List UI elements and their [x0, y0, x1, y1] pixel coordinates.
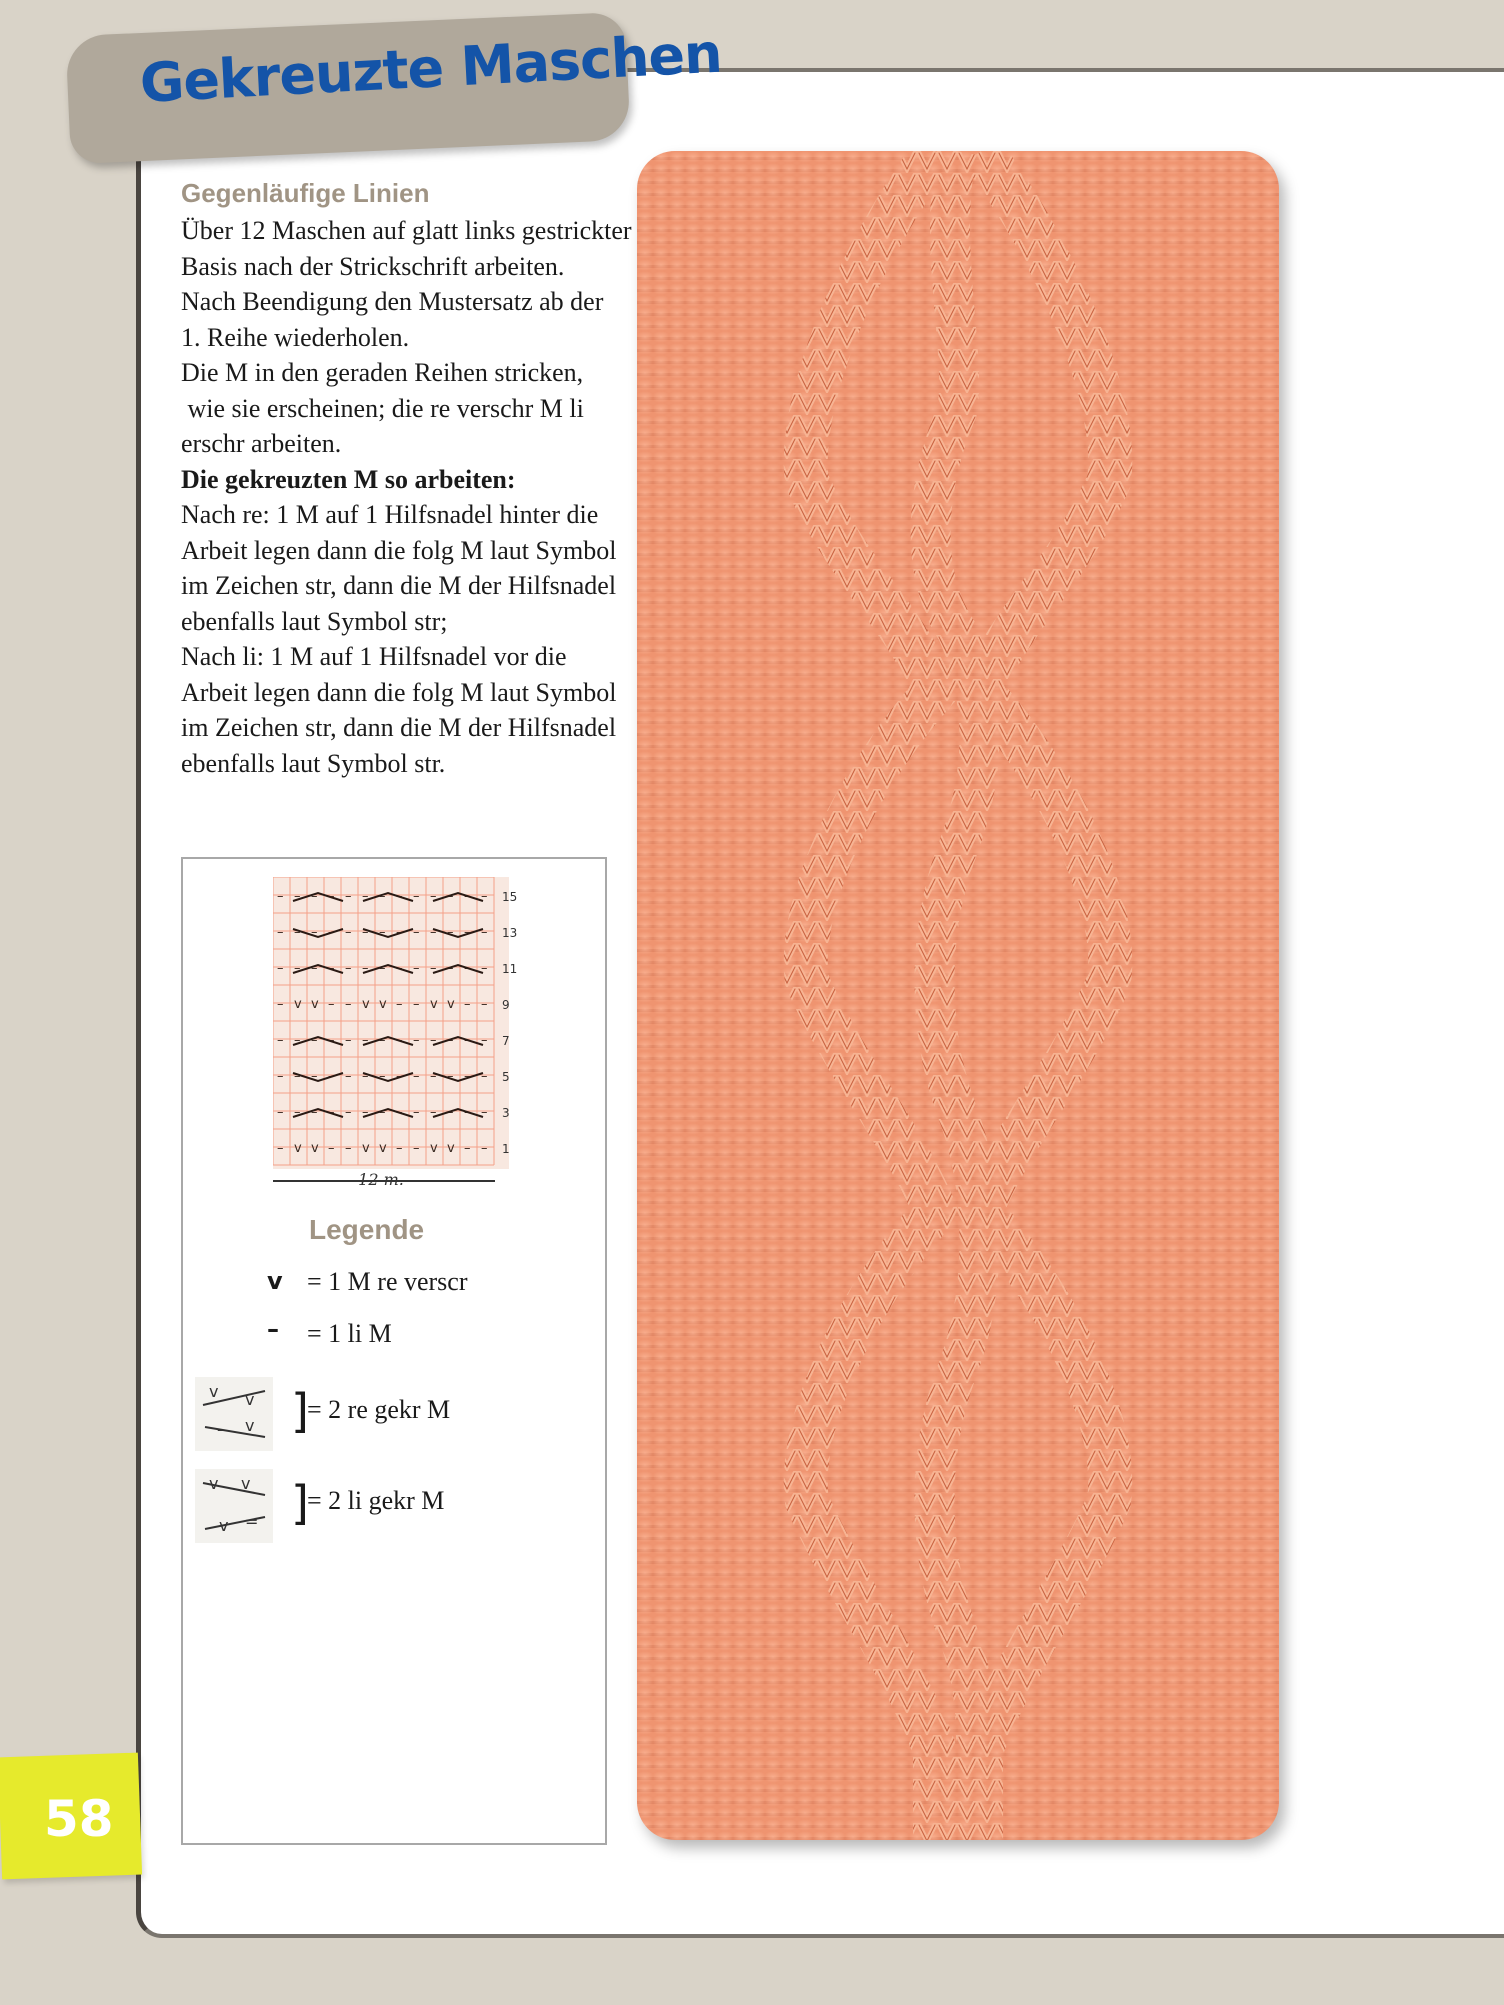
- chart-stitch-symbol: –: [413, 997, 420, 1012]
- chart-stitch-symbol: –: [345, 1105, 352, 1120]
- desc-line: erschr arbeiten.: [181, 429, 342, 458]
- chart-stitch-symbol: –: [396, 997, 403, 1012]
- chart-stitch-symbol: –: [447, 961, 454, 976]
- chart-stitch-symbol: v: [430, 1141, 438, 1156]
- chart-stitch-symbol: –: [447, 925, 454, 940]
- chart-row-label: 3: [502, 1106, 510, 1120]
- svg-text:v: v: [219, 1516, 229, 1535]
- chart-stitch-symbol: –: [311, 961, 318, 976]
- chart-stitch-symbol: –: [379, 889, 386, 904]
- legend-item: = 1 li M: [307, 1319, 392, 1348]
- chart-stitch-symbol: –: [311, 1105, 318, 1120]
- pattern-heading: Gegenläufige Linien: [181, 178, 430, 208]
- chart-stitch-symbol: v: [362, 997, 370, 1012]
- chart-row-label: 13: [502, 926, 518, 940]
- chart-stitch-symbol: –: [396, 889, 403, 904]
- chart-stitch-symbol: –: [294, 1105, 301, 1120]
- chart-stitch-symbol: –: [345, 1141, 352, 1156]
- legend-item: = 2 re gekr M: [307, 1395, 451, 1424]
- chart-stitch-symbol: –: [345, 997, 352, 1012]
- chart-stitch-symbol: –: [345, 925, 352, 940]
- chart-stitch-symbol: –: [396, 925, 403, 940]
- chart-stitch-symbol: –: [481, 997, 488, 1012]
- chart-stitch-symbol: –: [294, 1069, 301, 1084]
- left-cross-icon: [195, 1469, 273, 1543]
- chart-stitch-symbol: –: [311, 889, 318, 904]
- chart-stitch-symbol: –: [396, 1105, 403, 1120]
- bracket-icon: ]: [291, 1384, 309, 1438]
- desc-line: Die M in den geraden Reihen stricken,: [181, 358, 584, 387]
- chart-stitch-symbol: –: [379, 925, 386, 940]
- chart-stitch-symbol: –: [430, 1033, 437, 1048]
- chart-stitch-symbol: –: [311, 925, 318, 940]
- chart-stitch-symbol: –: [328, 1141, 335, 1156]
- chart-stitch-symbol: –: [413, 1033, 420, 1048]
- chart-stitch-symbol: –: [481, 1069, 488, 1084]
- desc-line: Arbeit legen dann die folg M laut Symbol: [181, 535, 617, 565]
- chart-stitch-symbol: –: [447, 889, 454, 904]
- chart-stitch-symbol: –: [328, 1105, 335, 1120]
- chart-stitch-symbol: –: [430, 925, 437, 940]
- chart-stitch-symbol: –: [396, 1033, 403, 1048]
- chart-stitch-symbol: –: [311, 1069, 318, 1084]
- chart-stitch-symbol: –: [447, 1069, 454, 1084]
- knitting-chart: [273, 877, 533, 1187]
- chart-stitch-symbol: –: [277, 925, 284, 940]
- chart-row-label: 1: [502, 1142, 510, 1156]
- desc-line: Nach Beendigung den Mustersatz ab der: [181, 287, 604, 316]
- chart-stitch-symbol: –: [447, 1105, 454, 1120]
- chart-stitch-symbol: –: [294, 961, 301, 976]
- svg-text:v: v: [245, 1416, 255, 1435]
- chart-stitch-symbol: –: [396, 1069, 403, 1084]
- desc-line: Basis nach der Strickschrift arbeiten.: [181, 251, 565, 281]
- chart-stitch-symbol: –: [379, 1069, 386, 1084]
- chart-row-label: 7: [502, 1034, 510, 1048]
- chart-stitch-symbol: v: [362, 1141, 370, 1156]
- chart-stitch-symbol: –: [379, 1105, 386, 1120]
- chart-stitch-symbol: –: [379, 961, 386, 976]
- desc-line: Nach re: 1 M auf 1 Hilfsnadel hinter die: [181, 500, 599, 529]
- pattern-description: [181, 213, 631, 781]
- chart-stitch-symbol: –: [277, 889, 284, 904]
- chart-stitch-symbol: –: [328, 1069, 335, 1084]
- chart-row-label: 11: [502, 962, 518, 976]
- chart-stitch-symbol: –: [464, 889, 471, 904]
- chart-stitch-symbol: –: [413, 925, 420, 940]
- chart-stitch-symbol: –: [277, 961, 284, 976]
- chart-stitch-symbol: –: [464, 997, 471, 1012]
- svg-text:v: v: [209, 1382, 219, 1401]
- chart-stitch-symbol: v: [430, 997, 438, 1012]
- svg-text:v: v: [245, 1390, 255, 1409]
- chart-stitch-symbol: –: [464, 1141, 471, 1156]
- legend-item: = 2 li gekr M: [307, 1486, 445, 1515]
- chart-stitch-symbol: –: [362, 1069, 369, 1084]
- svg-text:=: =: [245, 1512, 259, 1531]
- chart-stitch-symbol: –: [345, 961, 352, 976]
- chart-stitch-symbol: v: [294, 997, 302, 1012]
- chart-stitch-symbol: –: [277, 1105, 284, 1120]
- chart-stitch-symbol: –: [362, 925, 369, 940]
- legend-item: = 1 M re verscr: [307, 1267, 468, 1296]
- chart-stitch-symbol: –: [413, 1141, 420, 1156]
- chart-stitch-symbol: –: [311, 1033, 318, 1048]
- chart-stitch-symbol: –: [481, 1105, 488, 1120]
- desc-line: wie sie erscheinen; die re verschr M li: [181, 393, 584, 423]
- chart-row-label: 5: [502, 1070, 510, 1084]
- desc-line: ebenfalls laut Symbol str;: [181, 606, 448, 636]
- legend-title: Legende: [309, 1214, 425, 1245]
- chart-stitch-symbol: –: [413, 961, 420, 976]
- chart-stitch-symbol: –: [379, 1033, 386, 1048]
- chart-stitch-symbol: v: [311, 1141, 319, 1156]
- svg-text:–: –: [217, 1420, 225, 1439]
- right-cross-icon: [195, 1377, 273, 1451]
- bracket-icon: ]: [291, 1476, 309, 1530]
- chart-stitch-symbol: –: [464, 1033, 471, 1048]
- chart-stitch-symbol: v: [447, 1141, 455, 1156]
- desc-line: Nach li: 1 M auf 1 Hilfsnadel vor die: [181, 642, 567, 671]
- desc-line: Arbeit legen dann die folg M laut Symbol: [181, 677, 617, 707]
- chart-stitch-symbol: –: [328, 997, 335, 1012]
- chart-stitch-symbol: –: [464, 961, 471, 976]
- page-title: Gekreuzte Maschen: [138, 21, 723, 115]
- knitted-swatch-photo: [637, 151, 1279, 1840]
- desc-line: im Zeichen str, dann die M der Hilfsnadel: [181, 713, 617, 742]
- v-icon: v: [267, 1267, 283, 1295]
- chart-stitch-symbol: –: [413, 1069, 420, 1084]
- chart-background: [273, 877, 509, 1169]
- chart-stitch-symbol: –: [328, 889, 335, 904]
- chart-stitch-symbol: –: [328, 961, 335, 976]
- chart-stitch-symbol: –: [413, 889, 420, 904]
- chart-stitch-symbol: v: [447, 997, 455, 1012]
- chart-stitch-symbol: –: [345, 1033, 352, 1048]
- chart-stitch-symbol: –: [481, 925, 488, 940]
- chart-stitch-symbol: –: [430, 889, 437, 904]
- svg-text:v: v: [241, 1474, 251, 1493]
- chart-stitch-symbol: –: [294, 1033, 301, 1048]
- chart-stitch-symbol: –: [481, 889, 488, 904]
- chart-stitch-symbol: –: [430, 961, 437, 976]
- chart-row-label: 15: [502, 890, 518, 904]
- chart-stitch-symbol: –: [464, 925, 471, 940]
- chart-stitch-symbol: –: [447, 1033, 454, 1048]
- chart-stitch-symbol: –: [345, 1069, 352, 1084]
- chart-stitch-symbol: –: [362, 889, 369, 904]
- chart-stitch-symbol: –: [277, 1069, 284, 1084]
- desc-bold-line: Die gekreuzten M so arbeiten:: [181, 464, 516, 494]
- chart-stitch-symbol: –: [396, 961, 403, 976]
- chart-width-label: 12 m.: [358, 1170, 404, 1187]
- chart-stitch-symbol: –: [294, 889, 301, 904]
- chart-stitch-symbol: –: [481, 1141, 488, 1156]
- chart-stitch-symbol: –: [464, 1069, 471, 1084]
- desc-line: im Zeichen str, dann die M der Hilfsnadel: [181, 571, 617, 600]
- chart-stitch-symbol: v: [379, 997, 387, 1012]
- chart-stitch-symbol: –: [328, 925, 335, 940]
- chart-stitch-symbol: –: [464, 1105, 471, 1120]
- chart-stitch-symbol: –: [362, 961, 369, 976]
- chart-stitch-symbol: –: [277, 1141, 284, 1156]
- chart-legend-box: [181, 857, 607, 1845]
- chart-stitch-symbol: v: [311, 997, 319, 1012]
- chart-stitch-symbol: –: [396, 1141, 403, 1156]
- desc-line: ebenfalls laut Symbol str.: [181, 748, 446, 778]
- chart-stitch-symbol: v: [379, 1141, 387, 1156]
- chart-stitch-symbol: –: [294, 925, 301, 940]
- chart-stitch-symbol: –: [430, 1069, 437, 1084]
- chart-stitch-symbol: –: [362, 1033, 369, 1048]
- chart-stitch-symbol: –: [430, 1105, 437, 1120]
- chart-stitch-symbol: –: [362, 1105, 369, 1120]
- chart-stitch-symbol: –: [481, 961, 488, 976]
- chart-stitch-symbol: –: [277, 1033, 284, 1048]
- chart-stitch-symbol: v: [294, 1141, 302, 1156]
- dash-icon: –: [267, 1315, 279, 1343]
- chart-stitch-symbol: –: [481, 1033, 488, 1048]
- chart-stitch-symbol: –: [277, 997, 284, 1012]
- chart-stitch-symbol: –: [345, 889, 352, 904]
- desc-line: 1. Reihe wiederholen.: [181, 322, 410, 352]
- svg-text:v: v: [209, 1474, 219, 1493]
- chart-stitch-symbol: –: [328, 1033, 335, 1048]
- page-number: 58: [44, 1790, 114, 1848]
- desc-line: Über 12 Maschen auf glatt links gestrickter: [181, 216, 632, 245]
- chart-row-label: 9: [502, 998, 510, 1012]
- chart-stitch-symbol: –: [413, 1105, 420, 1120]
